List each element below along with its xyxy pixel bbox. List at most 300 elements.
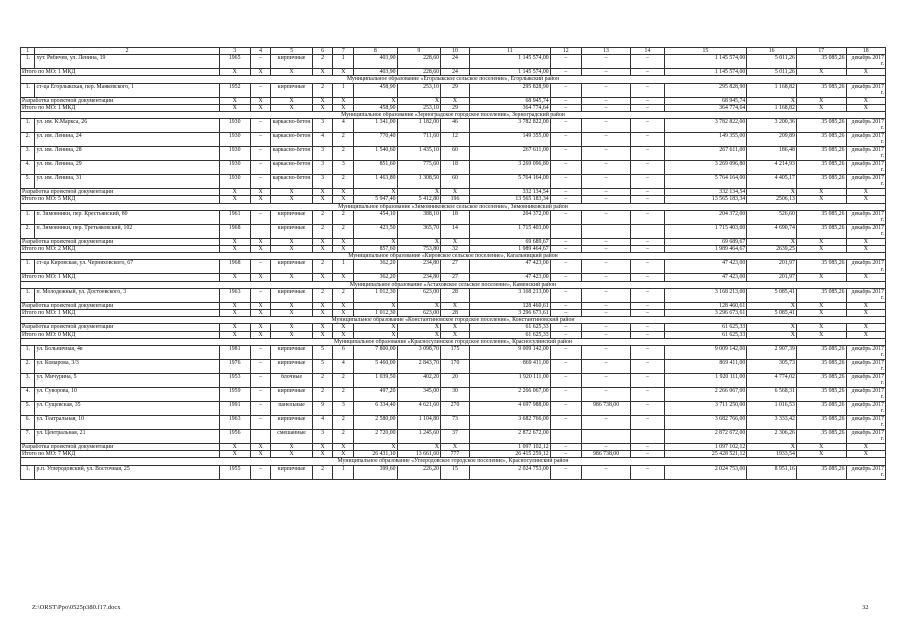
building-cell: 5 [312,346,333,360]
total-cell: 61 625,33 [470,331,551,338]
building-cell: 270 [441,402,470,416]
column-number: 18 [846,48,885,55]
municipality-section-row [21,317,886,324]
building-cell: 2 [333,147,354,161]
total-cell: 201,97 [747,274,797,281]
total-cell: X [333,246,354,253]
building-cell: – [250,133,271,147]
total-cell: 28 [441,310,470,317]
total-cell: X [397,189,440,196]
total-cell: 1933,54 [747,451,797,458]
building-cell: – [581,346,631,360]
building-cell: – [631,288,664,302]
building-cell: 1. [21,346,35,360]
building-cell: 2 024 753,00 [470,465,551,479]
building-cell [250,430,271,444]
building-cell: 2 [333,210,354,224]
total-cell: X [271,97,312,104]
building-cell: 35 085,26 [796,83,846,97]
total-cell: X [747,324,797,331]
building-cell: декабрь 2017 г. [846,416,885,430]
building-cell: 2 [312,55,333,69]
building-cell: 2 [333,430,354,444]
total-cell: X [333,302,354,309]
building-cell: 3 [333,402,354,416]
building-address: ул. им. Ленина, 31 [35,175,219,189]
building-cell: – [550,147,581,161]
total-cell: – [550,302,581,309]
total-cell: X [796,238,846,245]
building-cell: 6 334,40 [354,402,397,416]
building-cell: 3. [21,374,35,388]
total-row [21,238,886,245]
total-cell: X [271,302,312,309]
building-cell: 35 085,26 [796,55,846,69]
total-cell: 362,20 [354,274,397,281]
total-cell: – [581,331,631,338]
total-cell: X [250,238,271,245]
building-cell: 47 423,00 [664,260,747,274]
total-cell: X [333,238,354,245]
building-cell: декабрь 2017 г. [846,374,885,388]
building-cell: кирпичные [271,83,312,97]
building-cell: 5. [21,175,35,189]
total-cell: 68 945,74 [470,97,551,104]
building-cell: декабрь 2017 г. [846,346,885,360]
column-number: 10 [441,48,470,55]
total-cell: X [250,451,271,458]
building-cell: 423,50 [354,224,397,238]
total-cell: 1 145 574,00 [470,69,551,76]
building-cell: кирпичные [271,360,312,374]
building-cell: 869 411,00 [470,360,551,374]
total-cell: X [219,331,250,338]
total-row [21,196,886,203]
total-cell: 623,00 [397,310,440,317]
total-cell: X [846,97,885,104]
building-cell: – [631,210,664,224]
building-cell: 2 [312,388,333,402]
building-cell: кирпичные [271,388,312,402]
total-cell: X [796,302,846,309]
building-cell: декабрь 2017 г. [846,260,885,274]
total-cell: X [271,196,312,203]
building-cell: декабрь 2017 г. [846,83,885,97]
total-cell: X [796,331,846,338]
building-cell: 35 085,26 [796,388,846,402]
total-cell: 69 689,67 [470,238,551,245]
total-cell: 1 012,30 [354,310,397,317]
building-address: хут. Рябичев, ул. Ленина, 19 [35,55,219,69]
building-cell: 4 [312,133,333,147]
total-label: Итого по МО: 1 МКД [21,310,220,317]
building-cell: 851,60 [354,161,397,175]
total-cell: X [846,274,885,281]
total-cell: X [846,104,885,111]
total-cell: X [846,444,885,451]
total-cell: X [846,246,885,253]
building-cell: 4. [21,388,35,402]
building-cell: 35 085,26 [796,288,846,302]
total-cell: X [219,302,250,309]
building-cell: 27 [441,260,470,274]
building-cell: – [631,402,664,416]
total-label: Разработка проектной документации [21,189,220,196]
total-cell: – [581,238,631,245]
building-cell: – [550,83,581,97]
building-cell: 1965 [219,55,250,69]
building-cell: каркасно-бетон [271,119,312,133]
building-cell: 3 782 822,00 [470,119,551,133]
building-cell: 345,00 [397,388,440,402]
building-cell: 2 720,00 [354,430,397,444]
building-cell: 2. [21,133,35,147]
building-cell: каркасно-бетон [271,147,312,161]
total-cell: X [312,196,333,203]
total-row [21,104,886,111]
total-cell: X [397,238,440,245]
total-cell: X [397,331,440,338]
total-cell: X [441,189,470,196]
column-number: 14 [631,48,664,55]
building-cell: 1 435,10 [397,147,440,161]
total-label: Разработка проектной документации [21,238,220,245]
building-cell: 1 715 403,00 [470,224,551,238]
total-cell: X [333,104,354,111]
total-cell: X [312,324,333,331]
building-cell: 24 [441,55,470,69]
building-cell: 35 085,26 [796,119,846,133]
total-cell: – [631,189,664,196]
total-cell: 753,80 [397,246,440,253]
municipality-name: Муниципальное образование «Зерноградское городское поселение», Зерноградский район [21,112,886,119]
building-cell: 30 [441,388,470,402]
total-cell: X [312,69,333,76]
building-cell: – [581,260,631,274]
building-cell: – [581,133,631,147]
total-cell: X [397,302,440,309]
building-cell: 3 [312,119,333,133]
building-cell: 2 872 672,00 [664,430,747,444]
building-cell: 46 [441,119,470,133]
total-cell: 29 [441,104,470,111]
total-cell: X [846,451,885,458]
total-cell: 61 625,33 [470,324,551,331]
column-number: 8 [354,48,397,55]
total-cell: 128 460,61 [664,302,747,309]
column-number: 13 [581,48,631,55]
building-cell: – [581,388,631,402]
building-cell: 2 [333,224,354,238]
total-cell: 13 565 183,34 [470,196,551,203]
building-cell: 1 245,60 [397,430,440,444]
building-cell: 3 [312,430,333,444]
building-cell: 1 [333,83,354,97]
building-cell: 73 [441,416,470,430]
building-cell: декабрь 2017 г. [846,430,885,444]
building-cell: – [581,360,631,374]
building-address: ул. Центральная, 21 [35,430,219,444]
building-cell: кирпичные [271,55,312,69]
building-row [21,161,886,175]
total-cell: X [250,189,271,196]
building-cell [631,224,664,238]
total-cell: X [250,104,271,111]
total-cell: 3 296 673,61 [470,310,551,317]
building-address: п. Зимовники, пер. Третьяковский, 102 [35,224,219,238]
total-cell: X [333,451,354,458]
building-cell: – [631,346,664,360]
building-cell: – [631,416,664,430]
total-label: Итого по МО: 0 МКД [21,331,220,338]
total-cell: X [271,324,312,331]
total-cell: X [271,274,312,281]
total-cell: X [271,331,312,338]
total-cell: X [312,444,333,451]
total-cell: X [312,331,333,338]
building-cell: 1 920 111,00 [470,374,551,388]
building-cell: 1 182,00 [397,119,440,133]
total-cell: X [846,324,885,331]
building-cell: 458,90 [354,83,397,97]
total-cell: – [581,69,631,76]
municipality-section-row [21,253,886,260]
total-cell: X [219,69,250,76]
building-cell: декабрь 2017 г. [846,224,885,238]
total-label: Разработка проектной документации [21,97,220,104]
building-cell [550,224,581,238]
building-cell: – [631,133,664,147]
building-cell: 35 085,26 [796,224,846,238]
total-cell: X [250,196,271,203]
building-cell: 35 085,26 [796,465,846,479]
building-cell: 1 [333,55,354,69]
building-cell: – [550,374,581,388]
total-cell: 47 423,00 [664,274,747,281]
building-cell [581,430,631,444]
total-cell: X [441,97,470,104]
building-cell: 1 [333,260,354,274]
building-cell: – [250,388,271,402]
building-cell: 402,20 [397,374,440,388]
building-cell: – [550,416,581,430]
building-cell: 204 372,00 [664,210,747,224]
municipality-section-row [21,203,886,210]
total-row [21,189,886,196]
building-cell: 1959 [219,388,250,402]
total-cell: X [333,69,354,76]
building-cell: 209,89 [747,133,797,147]
column-number-row [21,48,886,55]
total-cell: X [354,444,397,451]
building-cell: – [631,388,664,402]
building-cell: – [631,147,664,161]
total-cell: X [333,331,354,338]
building-cell: 2 [333,388,354,402]
building-cell: 1. [21,55,35,69]
total-cell: – [631,246,664,253]
building-cell: 1930 [219,133,250,147]
building-cell: 35 085,26 [796,260,846,274]
building-cell: 3 333,42 [747,416,797,430]
building-cell: 3 [312,147,333,161]
building-cell: 1968 [219,260,250,274]
building-cell: 12 [441,133,470,147]
building-cell: 2 [312,260,333,274]
total-cell: 228,60 [397,69,440,76]
total-cell: 458,90 [354,104,397,111]
building-cell: 1930 [219,119,250,133]
building-cell: – [250,147,271,161]
total-cell: X [747,238,797,245]
total-cell: – [581,324,631,331]
building-cell: 4 621,60 [397,402,440,416]
total-cell: X [271,246,312,253]
total-cell: – [631,274,664,281]
total-cell: X [250,310,271,317]
building-cell: 1956 [219,430,250,444]
building-cell: 4 214,93 [747,161,797,175]
building-cell: – [581,288,631,302]
total-label: Итого по МО: 2 МКД [21,246,220,253]
building-cell: 5 764 164,00 [664,175,747,189]
total-cell: 26 431,10 [354,451,397,458]
total-cell: X [796,97,846,104]
total-cell: 47 423,00 [470,274,551,281]
building-cell: 1. [21,119,35,133]
total-cell: X [250,274,271,281]
building-cell: 2 [312,210,333,224]
building-cell: – [581,55,631,69]
building-cell: 267 611,00 [470,147,551,161]
column-number: 9 [397,48,440,55]
total-cell: X [312,97,333,104]
building-cell: 3 [333,161,354,175]
column-number: 2 [35,48,219,55]
total-label: Итого по МО: 1 МКД [21,104,220,111]
total-cell: X [250,246,271,253]
building-cell: 149 355,00 [470,133,551,147]
building-cell: 18 [441,161,470,175]
building-cell: – [250,260,271,274]
building-cell: – [550,465,581,479]
total-cell: – [581,189,631,196]
building-row [21,210,886,224]
building-address: р.п. Углеродовский, ул. Восточная, 25 [35,465,219,479]
building-cell: – [250,83,271,97]
total-cell: 61 625,33 [664,331,747,338]
building-cell: – [250,374,271,388]
building-row [21,374,886,388]
building-cell: – [550,402,581,416]
total-cell: X [354,331,397,338]
building-cell: – [631,374,664,388]
building-cell: 5 [312,360,333,374]
building-cell: – [550,119,581,133]
building-cell: 35 085,26 [796,210,846,224]
building-row [21,465,886,479]
total-cell: X [219,246,250,253]
total-cell: X [846,196,885,203]
building-cell: декабрь 2017 г. [846,147,885,161]
total-cell: 13 565 183,34 [664,196,747,203]
building-cell: 1. [21,288,35,302]
building-cell: – [250,119,271,133]
building-cell: 6 568,31 [747,388,797,402]
building-cell: 28 [441,288,470,302]
total-cell: X [846,69,885,76]
total-cell: 2639,25 [747,246,797,253]
total-cell: X [219,310,250,317]
building-cell: 175 [441,346,470,360]
building-cell: 2 843,70 [397,360,440,374]
building-address: ст-ца Кировская, ул. Черняховского, 67 [35,260,219,274]
building-cell: 3 098,70 [397,346,440,360]
building-cell: 399,60 [354,465,397,479]
building-cell: 2 024 753,00 [664,465,747,479]
building-row [21,260,886,274]
municipality-name: Муниципальное образование «Красносулинское городское поселение», Красносулинский район [21,338,886,345]
building-cell: 4 405,17 [747,175,797,189]
total-cell: 332 134,54 [470,189,551,196]
building-cell: 2. [21,224,35,238]
building-cell: 37 [441,430,470,444]
building-row [21,119,886,133]
building-cell: 2 [333,133,354,147]
total-cell: – [631,104,664,111]
total-cell: 1 145 574,00 [664,69,747,76]
total-cell: 128 460,61 [470,302,551,309]
page-number: 32 [862,604,869,611]
total-cell: X [441,302,470,309]
total-cell: – [631,238,664,245]
building-cell: – [250,210,271,224]
building-cell: 4 [333,119,354,133]
building-cell: 9 009 142,00 [470,346,551,360]
building-cell: – [550,346,581,360]
building-cell: 5 085,41 [747,288,797,302]
total-cell: 1 097 102,12 [664,444,747,451]
total-cell: 3 296 673,61 [664,310,747,317]
total-cell: – [631,331,664,338]
total-cell: – [550,274,581,281]
building-cell: смешанные [271,430,312,444]
total-cell: – [581,104,631,111]
municipality-name: Муниципальное образование «Егорлыкское сельское поселение», Егорлыкский район [21,76,886,83]
building-cell: 35 085,26 [796,430,846,444]
building-cell: – [631,55,664,69]
total-cell: 13 661,60 [397,451,440,458]
building-cell: 6 [333,346,354,360]
total-cell: X [333,189,354,196]
building-cell: 253,10 [397,83,440,97]
building-cell: 986 738,00 [581,402,631,416]
total-cell: X [333,274,354,281]
total-cell: 1 168,82 [747,104,797,111]
building-cell: 7. [21,430,35,444]
building-cell: – [550,288,581,302]
total-cell: – [581,310,631,317]
total-cell: 26 415 259,12 [470,451,551,458]
total-cell: 5 412,80 [397,196,440,203]
total-cell: – [631,310,664,317]
building-cell: 4. [21,161,35,175]
building-row [21,346,886,360]
total-label: Итого по МО: 7 МКД [21,451,220,458]
building-cell: 1 341,00 [354,119,397,133]
building-cell: декабрь 2017 г. [846,161,885,175]
total-cell: 32 [441,246,470,253]
